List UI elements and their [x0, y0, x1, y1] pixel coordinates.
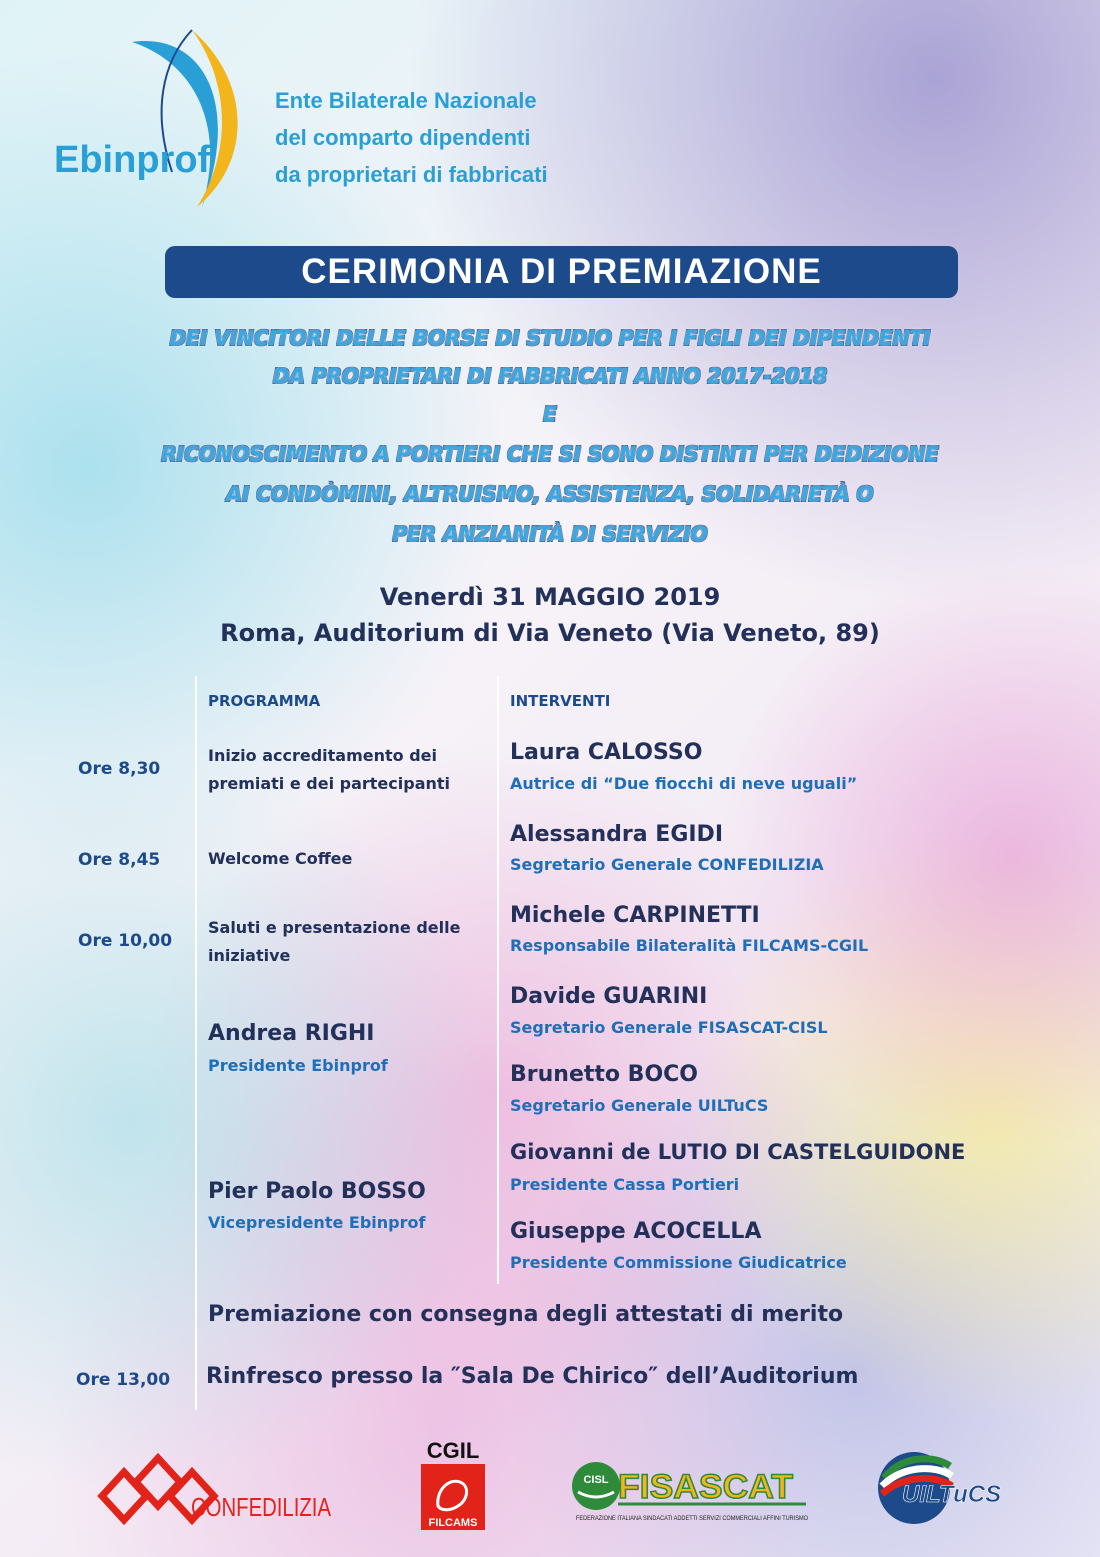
- intervento-name: Giuseppe ACOCELLA: [510, 1219, 762, 1244]
- intervento-role: Responsabile Bilateralità FILCAMS-CGIL: [510, 936, 869, 955]
- intervento-name: Alessandra EGIDI: [510, 822, 724, 847]
- schedule-time: Ore 8,30: [78, 759, 161, 779]
- org-description: [275, 82, 548, 193]
- event-date: Venerdì 31 MAGGIO 2019: [379, 583, 721, 611]
- intervento-name: Michele CARPINETTI: [510, 903, 760, 928]
- premiazione-text: Premiazione con consegna degli attestati di merito: [208, 1302, 844, 1327]
- speaker-role: Presidente Ebinprof: [208, 1056, 388, 1075]
- cisl-text: CISL: [583, 1474, 609, 1486]
- fisascat-cisl-logo: [568, 1436, 813, 1536]
- intervento-name: Giovanni de LUTIO DI CASTELGUIDONE: [510, 1140, 966, 1164]
- intervento-role: Segretario Generale CONFEDILIZIA: [510, 855, 824, 874]
- org-line-2: del comparto dipendenti: [275, 125, 531, 150]
- intervento-role: Segretario Generale FISASCAT-CISL: [510, 1018, 828, 1037]
- intervento-role: Presidente Cassa Portieri: [510, 1175, 740, 1194]
- program-divider-middle: [497, 676, 499, 1284]
- programma-header: PROGRAMMA: [208, 692, 321, 710]
- fisascat-text: FISASCAT: [618, 1468, 794, 1506]
- cgil-text: CGIL: [426, 1438, 480, 1463]
- speaker-name: Pier Paolo BOSSO: [208, 1179, 426, 1204]
- speaker-role: Vicepresidente Ebinprof: [208, 1213, 426, 1232]
- fisascat-tagline: FEDERAZIONE ITALIANA SINDACATI ADDETTI SERVIZI COMMERCIALI AFFINI TURISMO: [576, 1516, 809, 1522]
- schedule-item: [208, 914, 460, 970]
- intervento-role: Presidente Commissione Giudicatrice: [510, 1253, 847, 1272]
- intervento-name: Brunetto BOCO: [510, 1062, 698, 1087]
- org-line-1: Ente Bilaterale Nazionale: [275, 88, 537, 113]
- page-title: CERIMONIA DI PREMIAZIONE: [165, 246, 958, 298]
- intervento-name: Laura CALOSSO: [510, 740, 703, 765]
- uiltucs-logo: [872, 1436, 1007, 1536]
- event-venue: Roma, Auditorium di Via Veneto (Via Veneto, 89): [220, 619, 880, 647]
- schedule-time: Ore 10,00: [78, 931, 173, 951]
- ebinprof-logo-text: Ebinprof: [54, 139, 211, 181]
- cgil-filcams-logo: [418, 1436, 488, 1536]
- closing-text: Rinfresco presso la ″Sala De Chirico″ dell’Auditorium: [206, 1364, 859, 1389]
- closing-time: Ore 13,00: [76, 1370, 171, 1390]
- subtitle-line-2: DA PROPRIETARI DI FABBRICATI ANNO 2017-2018: [272, 364, 828, 388]
- interventi-header: INTERVENTI: [510, 692, 611, 710]
- ebinprof-logo: [52, 22, 252, 212]
- confedilizia-text: CONFEDILIZIA: [191, 1492, 332, 1522]
- filcams-text: FILCAMS: [428, 1517, 478, 1529]
- uiltucs-text: UILTuCS: [902, 1481, 1002, 1508]
- subtitle-line-1: DEI VINCITORI DELLE BORSE DI STUDIO PER I FIGLI DEI DIPENDENTI: [169, 326, 931, 350]
- org-line-3: da proprietari di fabbricati: [275, 162, 548, 187]
- schedule-line: Saluti e presentazione delle: [208, 918, 461, 937]
- subtitle-line-6: PER ANZIANITÀ DI SERVIZIO: [392, 522, 708, 546]
- schedule-item: [208, 742, 450, 798]
- schedule-line: Inizio accreditamento dei: [208, 746, 437, 765]
- schedule-line: premiati e dei partecipanti: [208, 774, 451, 793]
- schedule-item: [208, 845, 352, 873]
- schedule-line: Welcome Coffee: [208, 849, 353, 868]
- confedilizia-logo: [96, 1436, 336, 1536]
- subtitle-line-5: AI CONDÒMINI, ALTRUISMO, ASSISTENZA, SOLIDARIETÀ O: [226, 482, 874, 506]
- subtitle-line-3: E: [543, 402, 557, 426]
- intervento-role: Autrice di “Due fiocchi di neve uguali”: [510, 774, 858, 793]
- schedule-line: iniziative: [208, 946, 291, 965]
- speaker-name: Andrea RIGHI: [208, 1021, 375, 1046]
- subtitle-line-4: RICONOSCIMENTO A PORTIERI CHE SI SONO DISTINTI PER DEDIZIONE: [161, 442, 939, 466]
- program-divider-left: [195, 676, 197, 1410]
- intervento-role: Segretario Generale UILTuCS: [510, 1096, 769, 1115]
- schedule-time: Ore 8,45: [78, 850, 161, 870]
- intervento-name: Davide GUARINI: [510, 984, 708, 1009]
